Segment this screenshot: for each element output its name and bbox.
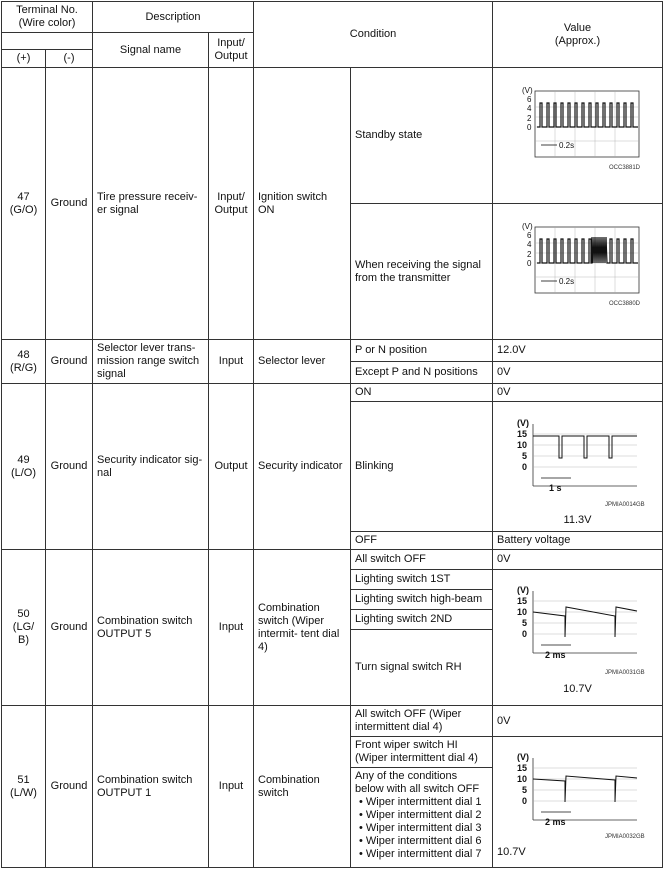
header-plus: (+): [2, 50, 46, 68]
subcondition-47-standby: Standby state: [351, 68, 493, 204]
signal-47: Tire pressure receiv- er signal: [93, 68, 209, 340]
subcondition-50-turn-rh: Turn signal switch RH: [351, 630, 493, 706]
svg-text:2 ms: 2 ms: [545, 816, 566, 827]
value-49-off: Battery voltage: [493, 532, 663, 550]
header-value: Value (Approx.): [493, 2, 663, 68]
subcondition-51-all-off: All switch OFF (Wiper intermittent dial 4): [351, 706, 493, 737]
terminal-51: 51 (L/W): [2, 706, 46, 868]
svg-text:5: 5: [522, 451, 528, 461]
subcondition-50-high-beam: Lighting switch high-beam: [351, 590, 493, 610]
value-49-on: 0V: [493, 384, 663, 402]
svg-text:2: 2: [527, 113, 532, 123]
header-description: Description: [93, 2, 254, 33]
svg-text:10: 10: [517, 773, 528, 784]
condition-51: Combination switch: [254, 706, 351, 868]
oscilloscope-trace: [497, 406, 661, 514]
subcondition-49-on: ON: [351, 384, 493, 402]
header-input-output: Input/ Output: [209, 33, 254, 68]
ground-49: Ground: [46, 384, 93, 550]
io-51: Input: [209, 706, 254, 868]
value-51-wave: 10.7V: [497, 845, 526, 858]
svg-text:15: 15: [517, 429, 528, 439]
svg-text:6: 6: [527, 94, 532, 104]
waveform-51: [493, 737, 663, 868]
svg-text:JPMIA0014GB: JPMIA0014GB: [605, 502, 645, 508]
svg-text:5: 5: [522, 618, 528, 628]
subcondition-47-receiving: When receiving the signal from the transmitter: [351, 204, 493, 340]
svg-text:0: 0: [522, 629, 528, 639]
svg-text:1 s: 1 s: [549, 483, 562, 493]
subcondition-51-front-wiper-hi: Front wiper switch HI (Wiper intermittent dial 4): [351, 737, 493, 768]
io-49: Output: [209, 384, 254, 550]
value-50-all-off: 0V: [493, 550, 663, 570]
svg-text:2: 2: [527, 249, 532, 259]
value-50-wave: 10.7V: [563, 683, 592, 695]
svg-text:OCC3880D: OCC3880D: [609, 300, 641, 307]
oscilloscope-trace: [497, 579, 661, 683]
svg-text:JPMIA0032GB: JPMIA0032GB: [605, 833, 645, 840]
io-50: Input: [209, 550, 254, 706]
ground-48: Ground: [46, 340, 93, 384]
waveform-47-receiving: [493, 204, 663, 340]
svg-text:(V): (V): [522, 221, 533, 231]
svg-text:15: 15: [517, 596, 528, 606]
list-item: • Wiper intermittent dial 7: [355, 848, 488, 861]
ground-47: Ground: [46, 68, 93, 340]
svg-text:10: 10: [517, 607, 528, 617]
io-47: Input/ Output: [209, 68, 254, 340]
svg-text:OCC3881D: OCC3881D: [609, 164, 641, 171]
svg-text:0: 0: [522, 795, 528, 806]
svg-text:0: 0: [527, 258, 532, 268]
value-51-all-off: 0V: [493, 706, 663, 737]
header-terminal-no: Terminal No. (Wire color): [2, 2, 93, 33]
waveform-49-blinking: [493, 402, 663, 532]
svg-text:5: 5: [522, 784, 528, 795]
terminal-table: [1, 1, 663, 868]
wiper-dial-list: [355, 796, 488, 861]
oscilloscope-trace: [497, 746, 661, 846]
condition-50: Combination switch (Wiper intermit- tent dial 4): [254, 550, 351, 706]
value-48-except: 0V: [493, 362, 663, 384]
svg-text:0: 0: [527, 122, 532, 132]
waveform-50: [493, 570, 663, 706]
svg-text:(V): (V): [517, 585, 530, 595]
svg-text:0.2s: 0.2s: [559, 140, 575, 150]
svg-text:(V): (V): [517, 751, 530, 762]
io-48: Input: [209, 340, 254, 384]
terminal-50: 50 (LG/ B): [2, 550, 46, 706]
terminal-49: 49 (L/O): [2, 384, 46, 550]
value-49-blinking: 11.3V: [563, 514, 592, 526]
condition-49: Security indicator: [254, 384, 351, 550]
svg-text:4: 4: [527, 239, 532, 249]
terminal-47: 47 (G/O): [2, 68, 46, 340]
svg-text:(V): (V): [522, 85, 533, 95]
condition-47: Ignition switch ON: [254, 68, 351, 340]
terminal-48: 48 (R/G): [2, 340, 46, 384]
list-item: • Wiper intermittent dial 1: [355, 796, 488, 809]
signal-50: Combination switch OUTPUT 5: [93, 550, 209, 706]
header-signal-name: Signal name: [93, 33, 209, 68]
subcondition-48-pn: P or N position: [351, 340, 493, 362]
svg-text:15: 15: [517, 762, 528, 773]
subcondition-50-all-off: All switch OFF: [351, 550, 493, 570]
subcondition-50-2nd: Lighting switch 2ND: [351, 610, 493, 630]
waveform-47-standby: [493, 68, 663, 204]
svg-text:0: 0: [522, 462, 528, 472]
subcondition-49-off: OFF: [351, 532, 493, 550]
svg-text:JPMIA0031GB: JPMIA0031GB: [605, 670, 645, 676]
header-condition: Condition: [254, 2, 493, 68]
signal-48: Selector lever trans- mission range switch signal: [93, 340, 209, 384]
ground-50: Ground: [46, 550, 93, 706]
value-48-pn: 12.0V: [493, 340, 663, 362]
oscilloscope-trace: [497, 207, 661, 337]
list-item: • Wiper intermittent dial 2: [355, 809, 488, 822]
svg-text:6: 6: [527, 230, 532, 240]
svg-text:4: 4: [527, 103, 532, 113]
subcondition-51-any-of: Any of the conditions below with all switch OFF • Wiper intermittent dial 1 • Wiper intermittent dial 2 • Wiper intermittent dial 3 • Wiper intermittent dial 6 • Wiper intermittent dial 7: [351, 768, 493, 868]
svg-text:2 ms: 2 ms: [545, 650, 566, 660]
ground-51: Ground: [46, 706, 93, 868]
oscilloscope-trace: [497, 71, 661, 201]
header-minus: (-): [46, 50, 93, 68]
subcondition-48-except: Except P and N positions: [351, 362, 493, 384]
signal-51: Combination switch OUTPUT 1: [93, 706, 209, 868]
svg-text:0.2s: 0.2s: [559, 276, 575, 286]
subcondition-50-1st: Lighting switch 1ST: [351, 570, 493, 590]
list-item: • Wiper intermittent dial 6: [355, 835, 488, 848]
list-item: • Wiper intermittent dial 3: [355, 822, 488, 835]
condition-48: Selector lever: [254, 340, 351, 384]
svg-text:(V): (V): [517, 418, 530, 428]
subcondition-49-blinking: Blinking: [351, 402, 493, 532]
svg-text:10: 10: [517, 440, 528, 450]
signal-49: Security indicator sig- nal: [93, 384, 209, 550]
